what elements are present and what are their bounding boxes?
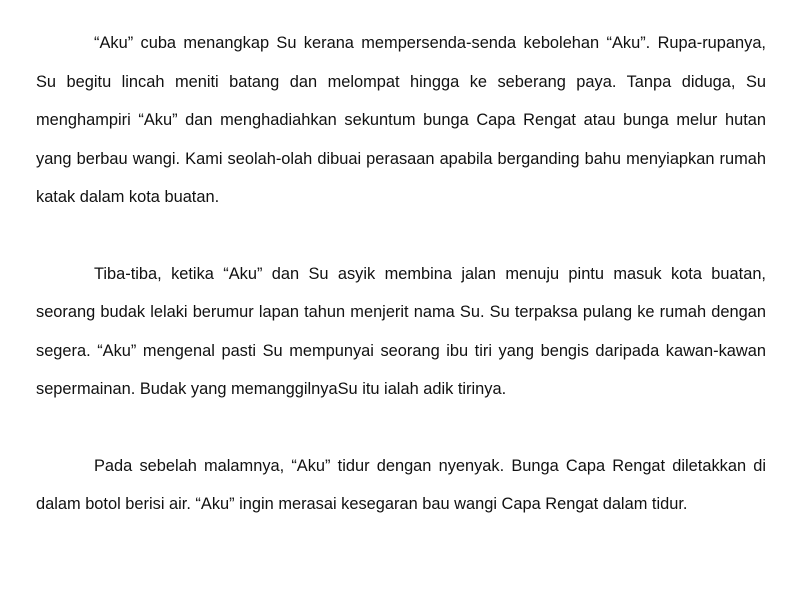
paragraph-3: Pada sebelah malamnya, “Aku” tidur dengan nyenyak. Bunga Capa Rengat diletakkan di dalam botol berisi air. “Aku” ingin merasai kesegaran bau wangi Capa Rengat dalam tidur. [36, 456, 766, 513]
paragraph-1: “Aku” cuba menangkap Su kerana mempersenda-senda kebolehan “Aku”. Rupa-rupanya, Su begitu lincah meniti batang dan melompat hingga ke seberang paya. Tanpa diduga, Su menghampiri “Aku” dan menghadiahkan sekuntum bunga Capa Rengat atau bunga melur hutan yang berbau wangi. Kami seolah-olah dibuai perasaan apabila berganding bahu menyiapkan rumah katak dalam kota buatan. [36, 34, 766, 206]
paragraph-2: Tiba-tiba, ketika “Aku” dan Su asyik membina jalan menuju pintu masuk kota buatan, seorang budak lelaki berumur lapan tahun menjerit nama Su. Su terpaksa pulang ke rumah dengan segera. “Aku” mengenal pasti Su mempunyai seorang ibu tiri yang bengis daripada kawan-kawan sepermainan. Budak yang memanggilnyaSu itu ialah adik tirinya. [36, 264, 766, 398]
document-body [36, 24, 766, 524]
